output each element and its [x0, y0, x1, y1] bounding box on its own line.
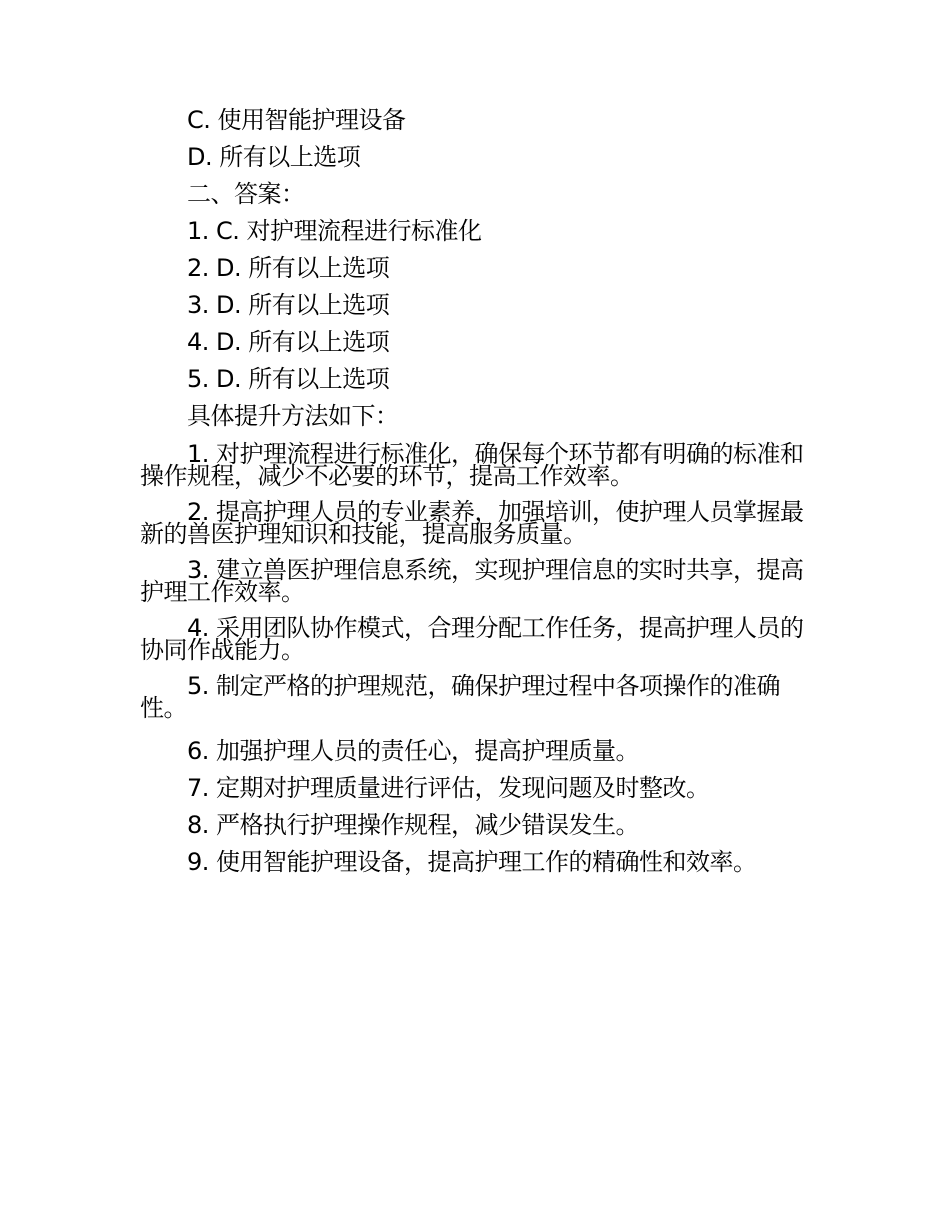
- method-1: 1. 对护理流程进行标准化，确保每个环节都有明确的标准和操作规程，减少不必要的环节，提高工作效率。: [140, 440, 804, 490]
- answers-heading: 二、答案：: [187, 180, 305, 208]
- option-c: C. 使用智能护理设备: [187, 106, 406, 134]
- method-4: 4. 采用团队协作模式，合理分配工作任务，提高护理人员的协同作战能力。: [140, 614, 804, 664]
- method-8: 8. 严格执行护理操作规程，减少错误发生。: [187, 811, 640, 839]
- answer-5: 5. D. 所有以上选项: [187, 365, 390, 393]
- answer-2: 2. D. 所有以上选项: [187, 254, 390, 282]
- methods-heading: 具体提升方法如下：: [187, 402, 399, 430]
- option-d: D. 所有以上选项: [187, 143, 361, 171]
- answer-4: 4. D. 所有以上选项: [187, 328, 390, 356]
- answer-3: 3. D. 所有以上选项: [187, 291, 390, 319]
- answer-1: 1. C. 对护理流程进行标准化: [187, 217, 482, 245]
- method-6: 6. 加强护理人员的责任心，提高护理质量。: [187, 737, 640, 765]
- method-2: 2. 提高护理人员的专业素养，加强培训，使护理人员掌握最新的兽医护理知识和技能，提高服务质量。: [140, 498, 804, 548]
- document-body: [140, 102, 812, 881]
- method-7: 7. 定期对护理质量进行评估，发现问题及时整改。: [187, 774, 710, 802]
- method-5: 5. 制定严格的护理规范，确保护理过程中各项操作的准确性。: [140, 672, 781, 722]
- method-9: 9. 使用智能护理设备，提高护理工作的精确性和效率。: [187, 848, 757, 876]
- method-3: 3. 建立兽医护理信息系统，实现护理信息的实时共享，提高护理工作效率。: [140, 556, 804, 606]
